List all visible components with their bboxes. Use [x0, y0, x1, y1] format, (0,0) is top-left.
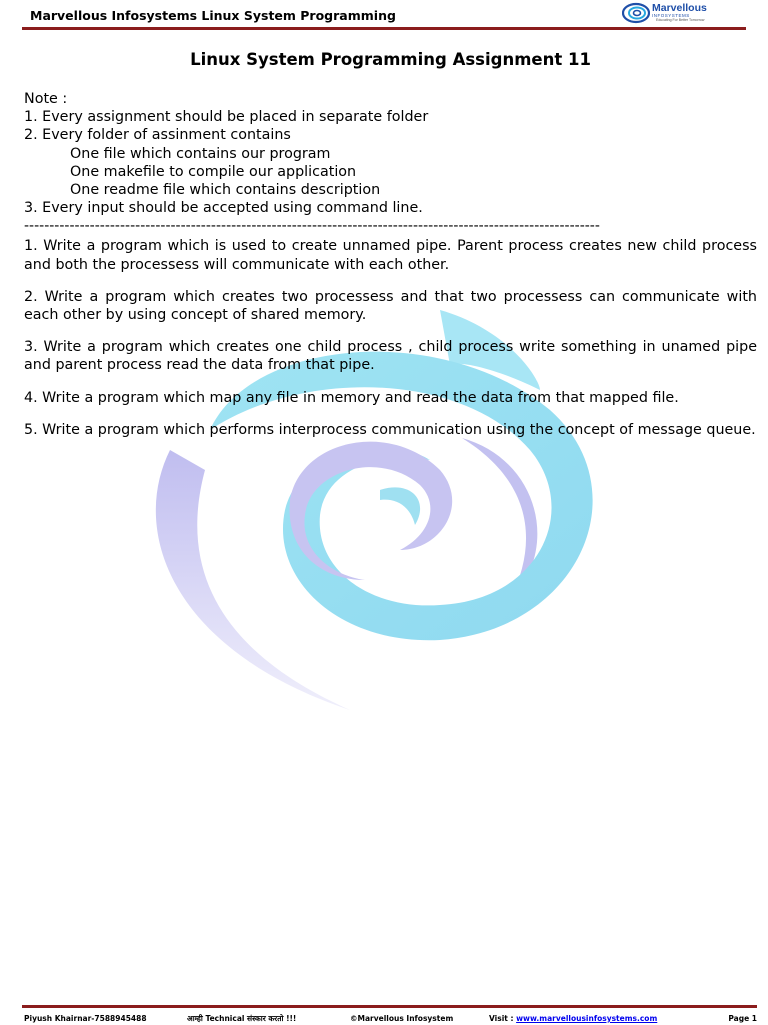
logo-tagline: Educating For Better Tomorrow	[656, 18, 705, 22]
footer-author: Piyush Khairnar-7588945488	[24, 1014, 147, 1023]
page-footer	[22, 1005, 757, 1025]
footer-visit	[489, 1014, 657, 1023]
footer-tagline: आम्ही Technical संस्कार करतो !!!	[187, 1014, 297, 1023]
header-rule	[22, 27, 746, 30]
footer-visit-label: Visit :	[489, 1014, 514, 1023]
question-5: 5. Write a program which performs interprocess communication using the concept of message queue.	[24, 421, 756, 438]
sub-note-item: One makefile to compile our application	[70, 163, 357, 180]
question-3: 3. Write a program which creates one child process , child process write something in unamed pipe and parent process read the data from that pipe.	[24, 339, 757, 374]
footer-rule	[22, 1005, 757, 1008]
sub-note-item: One readme file which contains description	[70, 182, 381, 199]
logo-name: Marvellous	[652, 2, 707, 14]
question-1: 1. Write a program which is used to create unnamed pipe. Parent process creates new child process and both the processess will communicate with each other.	[24, 238, 757, 273]
separator-line: ------------------------------------------------------------------------------------------------------------------	[24, 219, 600, 234]
marvellous-logo	[622, 1, 742, 25]
note-item: 1. Every assignment should be placed in separate folder	[24, 109, 429, 126]
page-header	[22, 0, 746, 30]
sub-note-item: One file which contains our program	[70, 145, 331, 162]
document-title: Linux System Programming Assignment 11	[190, 50, 591, 69]
document-body	[24, 48, 757, 453]
note-heading: Note :	[24, 91, 68, 107]
footer-copyright: ©Marvellous Infosystem	[350, 1014, 454, 1023]
note-item: 3. Every input should be accepted using command line.	[24, 200, 423, 217]
footer-page-number: Page 1	[728, 1014, 757, 1023]
question-4: 4. Write a program which map any file in memory and read the data from that mapped file.	[24, 389, 679, 406]
website-link[interactable]: www.marvellousinfosystems.com	[516, 1014, 658, 1023]
logo-swirl-icon	[622, 2, 650, 24]
question-2: 2. Write a program which creates two processess and that two processess can communicate with each other by using concept of shared memory.	[24, 288, 757, 324]
logo-subtitle: INFOSYSTEMS	[652, 13, 690, 18]
note-item: 2. Every folder of assinment contains	[24, 127, 291, 144]
header-title: Marvellous Infosystems Linux System Programming	[30, 8, 396, 23]
